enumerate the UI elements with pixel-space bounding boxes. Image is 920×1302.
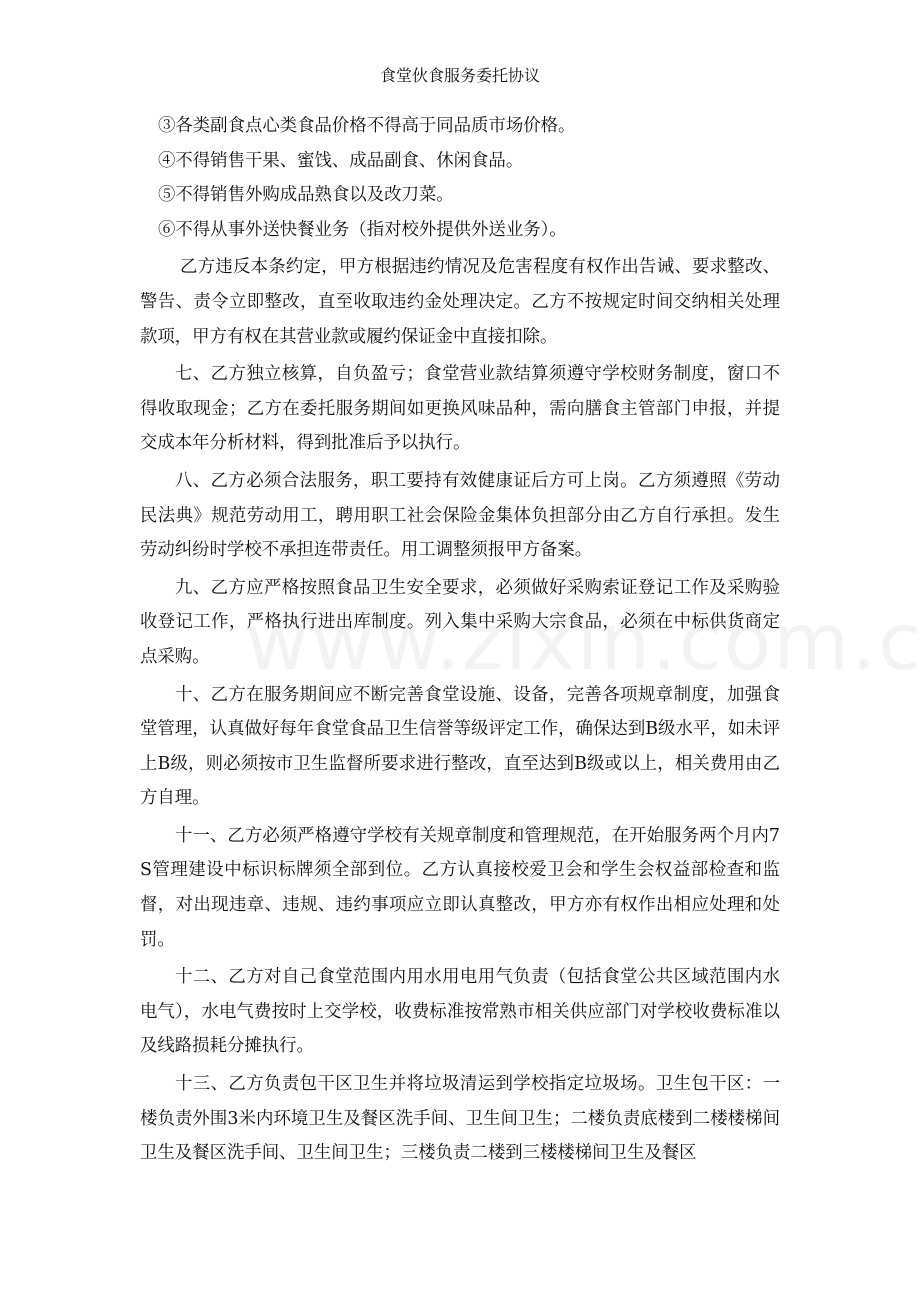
clause-item-6: ⑥不得从事外送快餐业务（指对校外提供外送业务）。 bbox=[158, 219, 567, 240]
clause-9: 九、乙方应严格按照食品卫生安全要求，必须做好采购索证登记工作及采购验收登记工作，严格执行进出库制度。列入集中采购大宗食品，必须在中标供货商定点采购。 bbox=[140, 577, 780, 667]
clause-item-3: ③各类副食点心类食品价格不得高于同品质市场价格。 bbox=[158, 116, 576, 136]
clause-13: 十三、乙方负责包干区卫生并将垃圾清运到学校指定垃圾场。卫生包干区：一楼负责外围3米内环境卫生及餐区洗手间、卫生间卫生；二楼负责底楼到二楼楼梯间卫生及餐区洗手间、卫生间卫生；三楼负责二楼到三楼楼梯间卫生及餐区 bbox=[140, 1074, 780, 1164]
clause-item-5: ⑤不得销售外购成品熟食以及改刀菜。 bbox=[158, 185, 454, 206]
clause-8: 八、乙方必须合法服务，职工要持有效健康证后方可上岗。乙方须遵照《劳动民法典》规范劳动用工，聘用职工社会保险金集体负担部分由乙方自行承担。发生劳动纠纷时学校不承担连带责任。用工调整须报甲方备案。 bbox=[140, 470, 780, 561]
document-body bbox=[140, 109, 780, 1174]
violation-paragraph: 乙方违反本条约定，甲方根据违约情况及危害程度有权作出告诫、要求整改、警告、责令立即整改，直至收取违约金处理决定。乙方不按规定时间交纳相关处理款项，甲方有权在其营业款或履约保证金中直接扣除。 bbox=[140, 257, 780, 347]
clause-item-4: ④不得销售干果、蜜饯、成品副食、休闲食品。 bbox=[158, 150, 524, 171]
clause-7: 七、乙方独立核算，自负盈亏；食堂营业款结算须遵守学校财务制度，窗口不得收取现金；乙方在委托服务期间如更换风味品种，需向膳食主管部门申报，并提交成本年分析材料，得到批准后予以执行。 bbox=[140, 364, 780, 454]
clause-10: 十、乙方在服务期间应不断完善食堂设施、设备，完善各项规章制度，加强食堂管理，认真做好每年食堂食品卫生信誉等级评定工作，确保达到B级水平，如未评上B级，则必须按市卫生监督所要求进行整改，直至达到B级或以上，相关费用由乙方自理。 bbox=[140, 684, 780, 809]
clause-12: 十二、乙方对自己食堂范围内用水用电用气负责（包括食堂公共区域范围内水电气），水电气费按时上交学校，收费标准按常熟市相关供应部门对学校收费标准以及线路损耗分摊执行。 bbox=[140, 967, 780, 1057]
clause-11: 十一、乙方必须严格遵守学校有关规章制度和管理规范，在开始服务两个月内7S管理建设中标识标牌须全部到位。乙方认真接校爱卫会和学生会权益部检查和监督，对出现违章、违规、违约事项应立即认真整改，甲方亦有权作出相应处理和处罚。 bbox=[140, 825, 780, 950]
page-header-title: 食堂伙食服务委托协议 bbox=[379, 66, 540, 85]
